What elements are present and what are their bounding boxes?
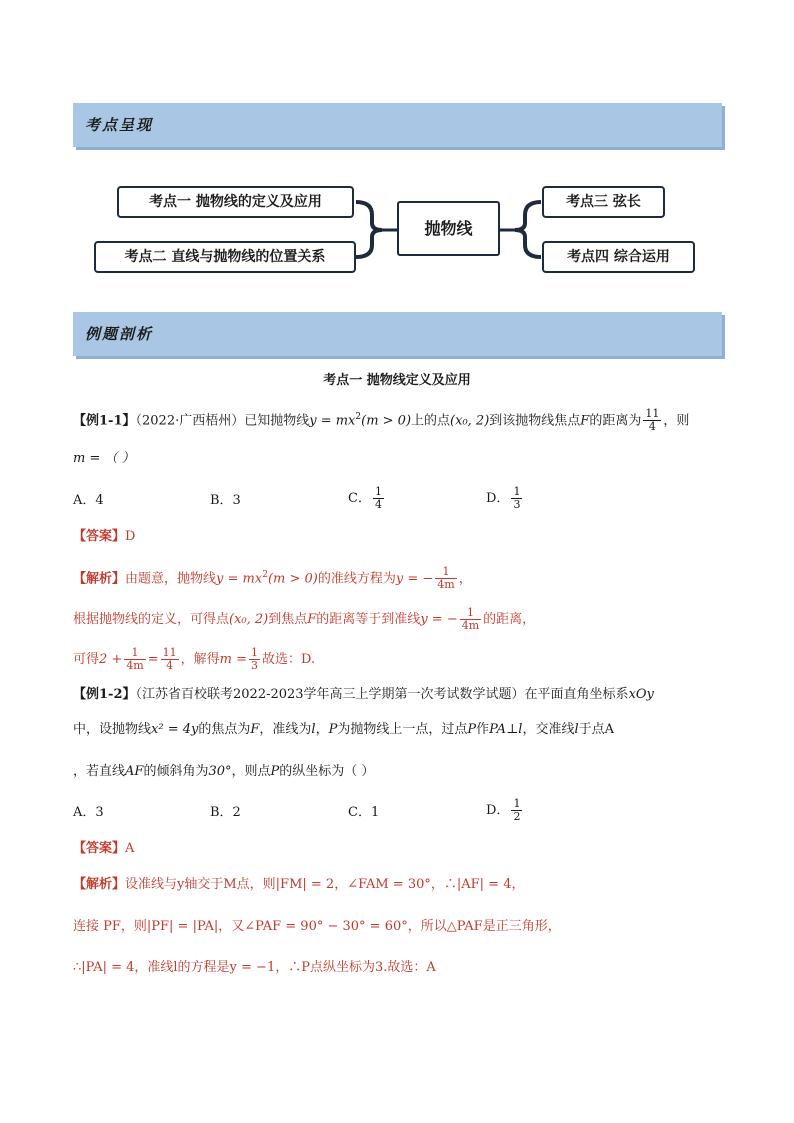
option-d: D． $\frac{1}{3}$: [486, 485, 521, 511]
mindmap-node-2: 考点二 直线与抛物线的位置关系: [94, 241, 356, 273]
option-a: A．4: [73, 493, 104, 508]
mindmap-center: 抛物线: [397, 201, 500, 256]
fraction: $\frac{11}{4}$: [645, 407, 660, 434]
solution-1-2-line3: ∴|PA| = 4，准线l的方程是y = −1，∴P点纵坐标为3.故选：A: [73, 960, 436, 975]
mindmap-node-4: 考点四 综合运用: [542, 241, 695, 273]
equation: y = mx: [309, 413, 356, 429]
option-c: C． $\frac{1}{4}$: [348, 485, 382, 511]
example-1-2-stem-line3: ，若直线AF的倾斜角为30°，则点P的纵坐标为（ ）: [73, 764, 375, 779]
example-tag: 【例1-1】: [73, 413, 136, 429]
mindmap-node-3: 考点三 弦长: [542, 186, 665, 218]
answer-1-2: 【答案】A: [73, 841, 135, 856]
solution-1-2-line1: 【解析】设准线与y轴交于M点，则|FM| = 2，∠FAM = 30°，∴|AF| = 4，: [73, 877, 525, 892]
right-brace-connector: [499, 195, 543, 265]
solution-1-1-line2: 根据抛物线的定义，可得点(x₀, 2)到焦点F的距离等于到准线y = − $\frac{1}{4m}$ 的距离，: [73, 606, 536, 632]
example-1-1-stem: 【例1-1】（2022·广西梧州）已知抛物线$y = mx^2(m > 0)$上的点(x₀, 2)到该抛物线焦点F的距离为 $\frac{11}{4}$ ，则: [73, 407, 690, 434]
answer-1-1: 【答案】D: [73, 529, 136, 544]
option-b-2: B．2: [210, 805, 241, 820]
stem-text: 到该抛物线焦点: [489, 413, 581, 429]
option-c-2: C．1: [348, 805, 380, 820]
point: (x₀, 2): [450, 413, 490, 429]
section-banner-liti: 例题剖析: [73, 312, 722, 356]
example-1-1-stem-line2: m = （ ）: [73, 451, 135, 466]
option-d-2: D． $\frac{1}{2}$: [486, 797, 521, 823]
option-b: B．3: [210, 493, 241, 508]
solution-1-1-line1: 【解析】由题意，抛物线$y = mx^2(m > 0)$的准线方程为y = − $\frac{1}{4m}$ ，: [73, 565, 472, 592]
option-a-2: A．3: [73, 805, 104, 820]
stem-text: （2022·广西梧州）已知抛物线: [135, 413, 310, 429]
left-brace-connector: [354, 195, 398, 265]
stem-text: 的距离为: [589, 413, 642, 429]
stem-text: 上的点: [411, 413, 451, 429]
stem-text: ，则: [663, 413, 690, 429]
example-1-2-stem-line1: 【例1-2】（江苏省百校联考2022-2023学年高三上学期第一次考试数学试题）在平面直角坐标系xOy: [73, 687, 654, 702]
solution-1-2-line2: 连接 PF，则|PF| = |PA|，又∠PAF = 90° − 30° = 60°，所以△PAF是正三角形，: [73, 919, 561, 934]
focus-label: F: [580, 413, 590, 429]
solution-1-1-line3: 可得2 + $\frac{1}{4m}$ = $\frac{11}{4}$ ，解得m = $\frac{1}{3}$ 故选：D.: [73, 646, 316, 672]
section-banner-kaodian: 考点呈现: [73, 103, 722, 147]
equation-cond: (m > 0): [361, 413, 412, 429]
section-title: 考点一 抛物线定义及应用: [323, 373, 471, 388]
example-1-2-stem-line2: 中，设抛物线x² = 4y的焦点为F，准线为l，P为抛物线上一点，过点P作PA⊥l，交准线l于点A: [73, 722, 615, 737]
mindmap-node-1: 考点一 抛物线的定义及应用: [117, 186, 354, 218]
